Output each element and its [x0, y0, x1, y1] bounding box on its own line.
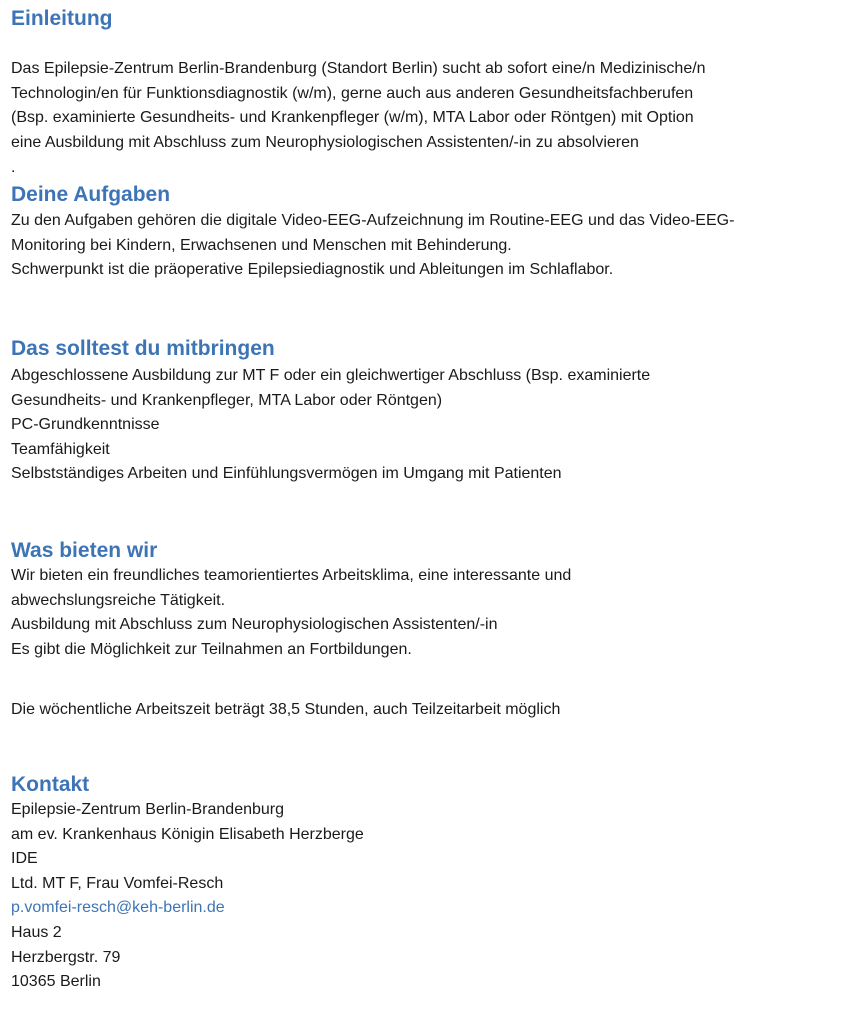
- mitbringen-text: [11, 364, 650, 487]
- text-line: Es gibt die Möglichkeit zur Teilnahmen an Fortbildungen.: [11, 640, 412, 658]
- bieten-text: [11, 564, 571, 662]
- kontakt-person: Ltd. MT F, Frau Vomfei-Resch: [11, 874, 224, 892]
- kontakt-org: Epilepsie-Zentrum Berlin-Brandenburg: [11, 801, 285, 818]
- kontakt-building: Haus 2: [11, 923, 62, 941]
- text-line: Schwerpunkt ist die präoperative Epilepsiediagnostik und Ableitungen im Schlaflabor.: [11, 261, 614, 279]
- text-line: eine Ausbildung mit Abschluss zum Neurophysiologischen Assistenten/-in zu absolvieren: [11, 133, 639, 151]
- section-title-kontakt: Kontakt: [11, 773, 90, 796]
- text-line: (Bsp. examinierte Gesundheits- und Krankenpfleger (w/m), MTA Labor oder Röntgen) mit Option: [11, 109, 694, 127]
- text-line: Wir bieten ein freundliches teamorientiertes Arbeitsklima, eine interessante und: [11, 567, 572, 584]
- section-title-einleitung: Einleitung: [11, 7, 113, 30]
- kontakt-block: [11, 798, 364, 995]
- text-line: Gesundheits- und Krankenpfleger, MTA Labor oder Röntgen): [11, 391, 443, 409]
- kontakt-email-link[interactable]: p.vomfei-resch@keh-berlin.de: [11, 899, 225, 917]
- aufgaben-text: [11, 209, 734, 283]
- text-line: Das Epilepsie-Zentrum Berlin-Brandenburg (Standort Berlin) sucht ab sofort eine/n Medizinische/n: [11, 60, 706, 77]
- text-line: Ausbildung mit Abschluss zum Neurophysiologischen Assistenten/-in: [11, 616, 498, 634]
- kontakt-street: Herzbergstr. 79: [11, 948, 121, 966]
- kontakt-dept: IDE: [11, 850, 38, 868]
- section-title-aufgaben: Deine Aufgaben: [11, 183, 171, 206]
- einleitung-text: [11, 57, 706, 155]
- text-line: Monitoring bei Kindern, Erwachsenen und Menschen mit Behinderung.: [11, 236, 512, 254]
- kontakt-hospital: am ev. Krankenhaus Königin Elisabeth Herzberge: [11, 825, 364, 843]
- text-line: Technologin/en für Funktionsdiagnostik (w/m), gerne auch aus anderen Gesundheitsfachberufen: [11, 84, 694, 102]
- section-title-bieten: Was bieten wir: [11, 539, 158, 562]
- text-line: Zu den Aufgaben gehören die digitale Video-EEG-Aufzeichnung im Routine-EEG und das Video-EEG-: [11, 212, 735, 229]
- arbeitszeit-text: Die wöchentliche Arbeitszeit beträgt 38,5 Stunden, auch Teilzeitarbeit möglich: [11, 701, 561, 718]
- section-title-mitbringen: Das solltest du mitbringen: [11, 337, 275, 360]
- einleitung-trailing-dot: .: [11, 159, 16, 176]
- text-line: Abgeschlossene Ausbildung zur MT F oder ein gleichwertiger Abschluss (Bsp. examinierte: [11, 367, 651, 384]
- text-line: PC-Grundkenntnisse: [11, 416, 160, 434]
- text-line: Selbstständiges Arbeiten und Einfühlungsvermögen im Umgang mit Patienten: [11, 465, 562, 483]
- kontakt-city: 10365 Berlin: [11, 973, 101, 991]
- text-line: abwechslungsreiche Tätigkeit.: [11, 591, 226, 609]
- text-line: Teamfähigkeit: [11, 440, 110, 458]
